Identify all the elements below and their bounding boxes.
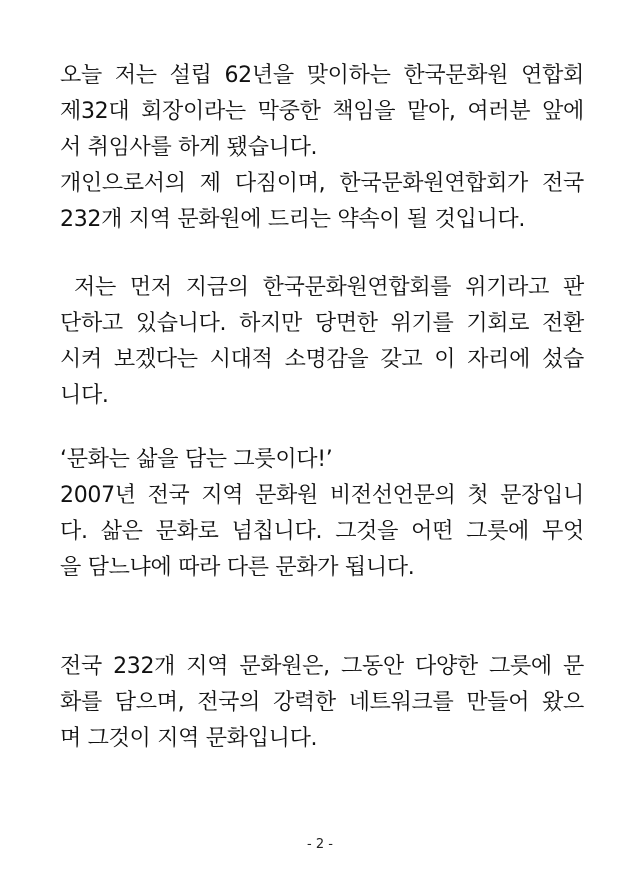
body-text-line: 232개 지역 문화원에 드리는 약속이 될 것입니다. — [60, 207, 526, 232]
page-number: - 2 - — [307, 837, 333, 852]
quote-line: ‘문화는 삶을 담는 그릇이다!’ — [60, 447, 333, 472]
body-text-line: 제32대 회장이라는 막중한 책임을 맡아, 여러분 앞에 — [60, 99, 584, 124]
body-text-line: 서 취임사를 하게 됐습니다. — [60, 135, 318, 160]
body-text-line: 화를 담으며, 전국의 강력한 네트워크를 만들어 왔으 — [60, 690, 584, 715]
body-text-line: 니다. — [60, 383, 109, 408]
body-text-line: 단하고 있습니다. 하지만 당면한 위기를 기회로 전환 — [60, 311, 584, 336]
body-text-line: 오늘 저는 설립 62년을 맞이하는 한국문화원 연합회 — [60, 63, 584, 88]
body-text-line: 개인으로서의 제 다짐이며, 한국문화원연합회가 전국 — [60, 171, 584, 196]
body-text-line: 전국 232개 지역 문화원은, 그동안 다양한 그릇에 문 — [60, 654, 584, 679]
body-text-line: 2007년 전국 지역 문화원 비전선언문의 첫 문장입니 — [60, 483, 584, 508]
body-text-line: 며 그것이 지역 문화입니다. — [60, 726, 318, 751]
body-text-line: 을 담느냐에 따라 다른 문화가 됩니다. — [60, 555, 415, 580]
body-text-line: 시켜 보겠다는 시대적 소명감을 갖고 이 자리에 섰습 — [60, 347, 584, 372]
body-text-line: 저는 먼저 지금의 한국문화원연합회를 위기라고 판 — [60, 275, 584, 300]
body-text-line: 다. 삶은 문화로 넘칩니다. 그것을 어떤 그릇에 무엇 — [60, 519, 584, 544]
